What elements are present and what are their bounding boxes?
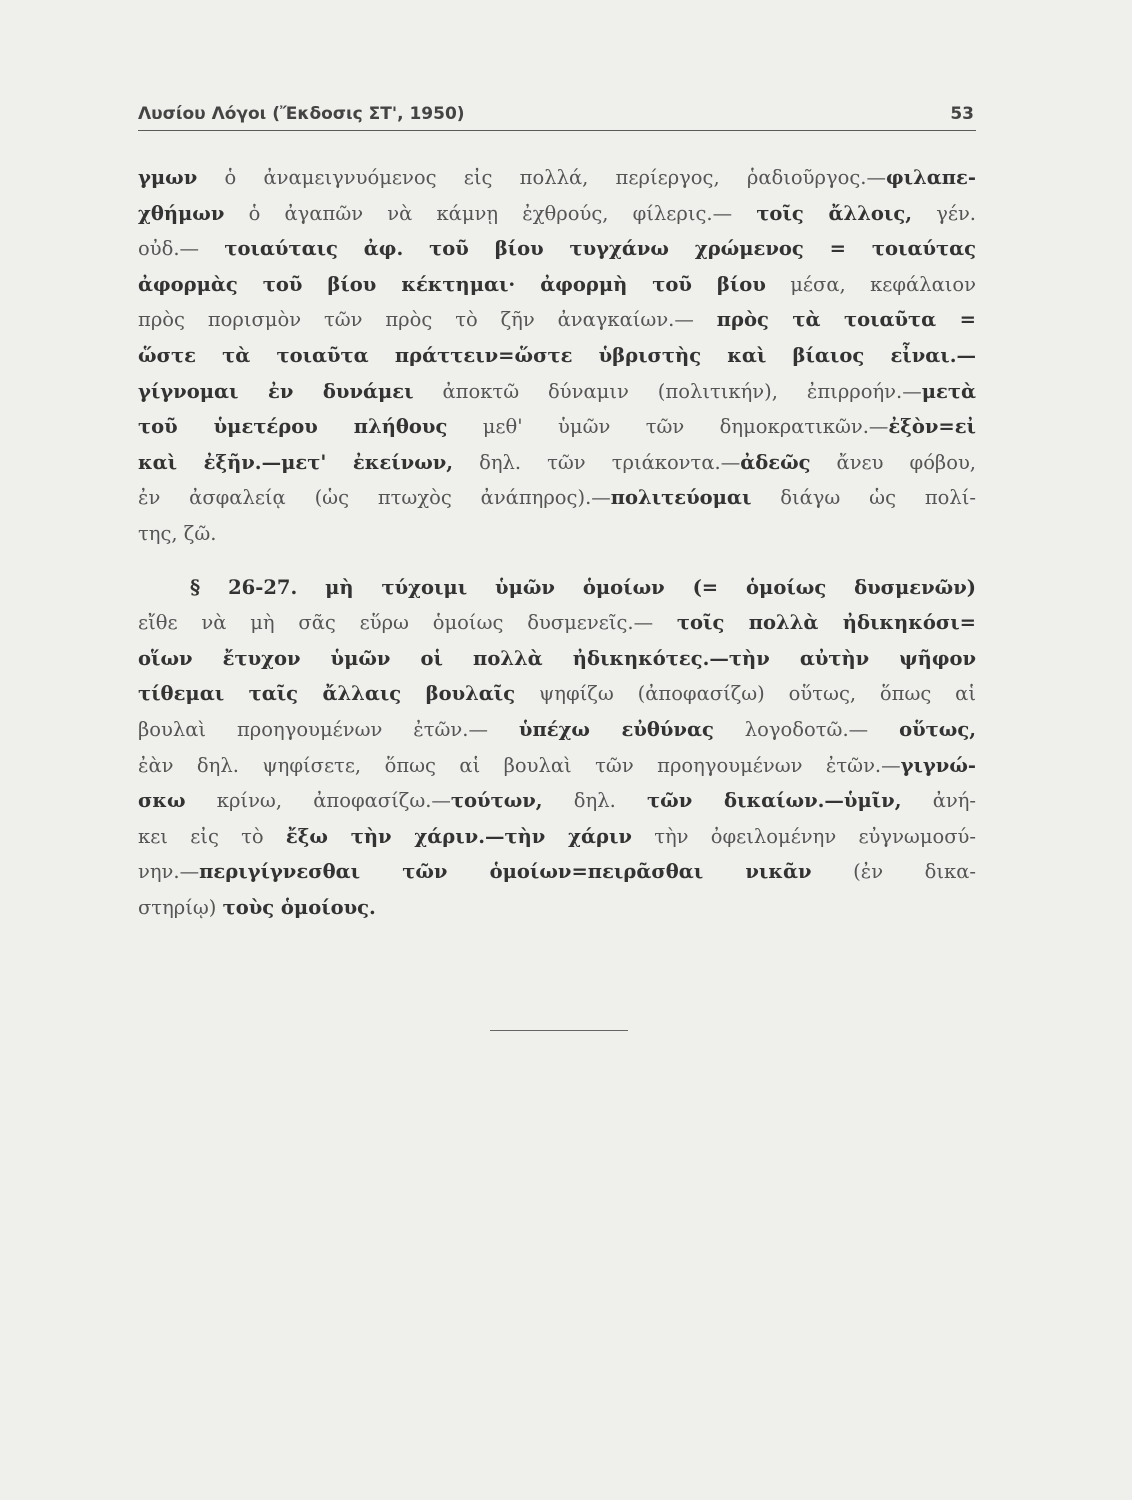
- text-line: [138, 890, 976, 926]
- text-line: [138, 516, 976, 552]
- lemma-term: τοῖς ἄλλοις,: [756, 201, 912, 225]
- text-line: [138, 374, 976, 410]
- text-line: [138, 302, 976, 338]
- gloss-text: μεθ' ὑμῶν τῶν δημοκρατικῶν.—: [447, 415, 889, 439]
- gloss-text: της, ζῶ.: [138, 521, 217, 545]
- gloss-text: ὁ ἀναμειγνυόμενος εἰς πολλά, περίεργος, ῥαδιοῦργος.—: [197, 166, 887, 189]
- gloss-text: στηρίῳ): [138, 895, 223, 919]
- text-line: [138, 819, 976, 855]
- gloss-text: τὴν ὀφειλομένην εὐγνωμοσύ-: [631, 824, 976, 848]
- text-line: [138, 605, 976, 641]
- gloss-text: κρίνω, ἀποφασίζω.—: [185, 789, 451, 813]
- lemma-term: ἔξω τὴν χάριν.—τὴν χάριν: [285, 824, 632, 848]
- lemma-term: τίθεμαι ταῖς ἄλλαις βουλαῖς: [138, 682, 516, 706]
- gloss-text: ἐν ἀσφαλείᾳ (ὡς πτωχὸς ἀνάπηρος).—: [138, 486, 611, 510]
- gloss-text: πρὸς πορισμὸν τῶν πρὸς τὸ ζῆν ἀναγκαίων.—: [138, 308, 717, 332]
- text-line: [138, 409, 976, 445]
- body-text: [138, 160, 976, 925]
- text-line: [138, 748, 976, 784]
- lemma-term: φιλαπε-: [886, 166, 976, 189]
- lemma-term: τοῦ ὑμετέρου πλήθους: [138, 415, 448, 439]
- lemma-term: ὥστε τὰ τοιαῦτα πράττειν=ὥστε ὑβριστὴς καὶ βίαιος εἶναι.—: [138, 343, 976, 367]
- gloss-text: ἄνευ φόβου,: [810, 450, 977, 474]
- gloss-text: δηλ.: [542, 789, 648, 813]
- lemma-term: χθήμων: [138, 201, 225, 225]
- text-line: [138, 676, 976, 712]
- text-line: [138, 445, 976, 481]
- text-line: [138, 160, 976, 196]
- lemma-term: μετὰ: [921, 379, 976, 403]
- gloss-text: διάγω ὡς πολί-: [751, 486, 976, 510]
- text-line: [138, 783, 976, 819]
- lemma-term: ἀδεῶς: [740, 450, 811, 474]
- gloss-text: οὐδ.—: [138, 237, 225, 261]
- lemma-term: ἐξὸν=εἰ: [888, 415, 976, 439]
- gloss-text: δηλ. τῶν τριάκοντα.—: [453, 450, 741, 474]
- lemma-term: ὑπέχω εὐθύνας: [518, 717, 714, 741]
- section-end-rule: [490, 1030, 628, 1031]
- gloss-text: γέν.: [912, 201, 977, 225]
- gloss-text: (ἐν δικα-: [811, 860, 976, 884]
- text-line: [138, 231, 976, 267]
- lemma-term: γμων: [138, 166, 198, 189]
- gloss-text: ἐὰν δηλ. ψηφίσετε, ὅπως αἱ βουλαὶ τῶν προηγουμένων ἐτῶν.—: [138, 753, 901, 777]
- text-line: [138, 196, 976, 232]
- lemma-term: τοιαύταις ἀφ. τοῦ βίου τυγχάνω χρώμενος = τοιαύτας: [224, 237, 977, 261]
- page-number: 53: [950, 104, 974, 124]
- lemma-term: ἀφορμὰς τοῦ βίου κέκτημαι· ἀφορμὴ τοῦ βίου: [138, 272, 766, 296]
- gloss-text: ὁ ἀγαπῶν νὰ κάμνῃ ἐχθρούς, φίλερις.—: [224, 201, 757, 225]
- lemma-term: σκω: [138, 789, 186, 813]
- running-header: [138, 100, 976, 131]
- lemma-term: τοῖς πολλὰ ἠδικηκόσι=: [676, 611, 976, 635]
- running-title: Λυσίου Λόγοι (Ἔκδοσις ΣΤ', 1950): [138, 104, 465, 124]
- text-line: [138, 854, 976, 890]
- lemma-term: οὕτως,: [899, 717, 976, 741]
- gloss-text: κει εἰς τὸ: [138, 824, 286, 848]
- gloss-text: ἀποκτῶ δύναμιν (πολιτικήν), ἐπιρροήν.—: [413, 379, 922, 403]
- lemma-term: τοὺς ὁμοίους.: [222, 895, 376, 919]
- lemma-term: οἵων ἔτυχον ὑμῶν οἱ πολλὰ ἠδικηκότες.—τὴν αὐτὴν ψῆφον: [138, 646, 976, 670]
- gloss-text: λογοδοτῶ.—: [713, 717, 900, 741]
- text-line: [138, 712, 976, 748]
- paragraph-gap: [138, 552, 976, 570]
- lemma-term: πρὸς τὰ τοιαῦτα =: [716, 308, 976, 332]
- lemma-term: τῶν δικαίων.—ὑμῖν,: [647, 789, 902, 813]
- gloss-text: βουλαὶ προηγουμένων ἐτῶν.—: [138, 717, 519, 741]
- lemma-term: § 26-27. μὴ τύχοιμι ὑμῶν ὁμοίων (= ὁμοίως δυσμενῶν): [190, 575, 976, 599]
- text-line: [138, 338, 976, 374]
- lemma-term: τούτων,: [450, 789, 543, 813]
- gloss-text: ἀνή-: [901, 789, 976, 813]
- gloss-text: νην.—: [138, 860, 200, 884]
- text-line: [138, 480, 976, 516]
- gloss-text: εἴθε νὰ μὴ σᾶς εὕρω ὁμοίως δυσμενεῖς.—: [138, 611, 677, 635]
- lemma-term: γίγνομαι ἐν δυνάμει: [138, 379, 414, 403]
- lemma-term: πολιτεύομαι: [610, 486, 752, 510]
- text-line: [138, 570, 976, 606]
- lemma-term: καὶ ἐξῆν.—μετ' ἐκείνων,: [138, 450, 454, 474]
- text-line: [138, 267, 976, 303]
- text-line: [138, 641, 976, 677]
- lemma-term: γιγνώ-: [900, 753, 976, 777]
- lemma-term: περιγίγνεσθαι τῶν ὁμοίων=πειρᾶσθαι νικᾶν: [199, 860, 812, 884]
- gloss-text: ψηφίζω (ἀποφασίζω) οὕτως, ὅπως αἱ: [515, 682, 976, 706]
- gloss-text: μέσα, κεφάλαιον: [765, 272, 976, 296]
